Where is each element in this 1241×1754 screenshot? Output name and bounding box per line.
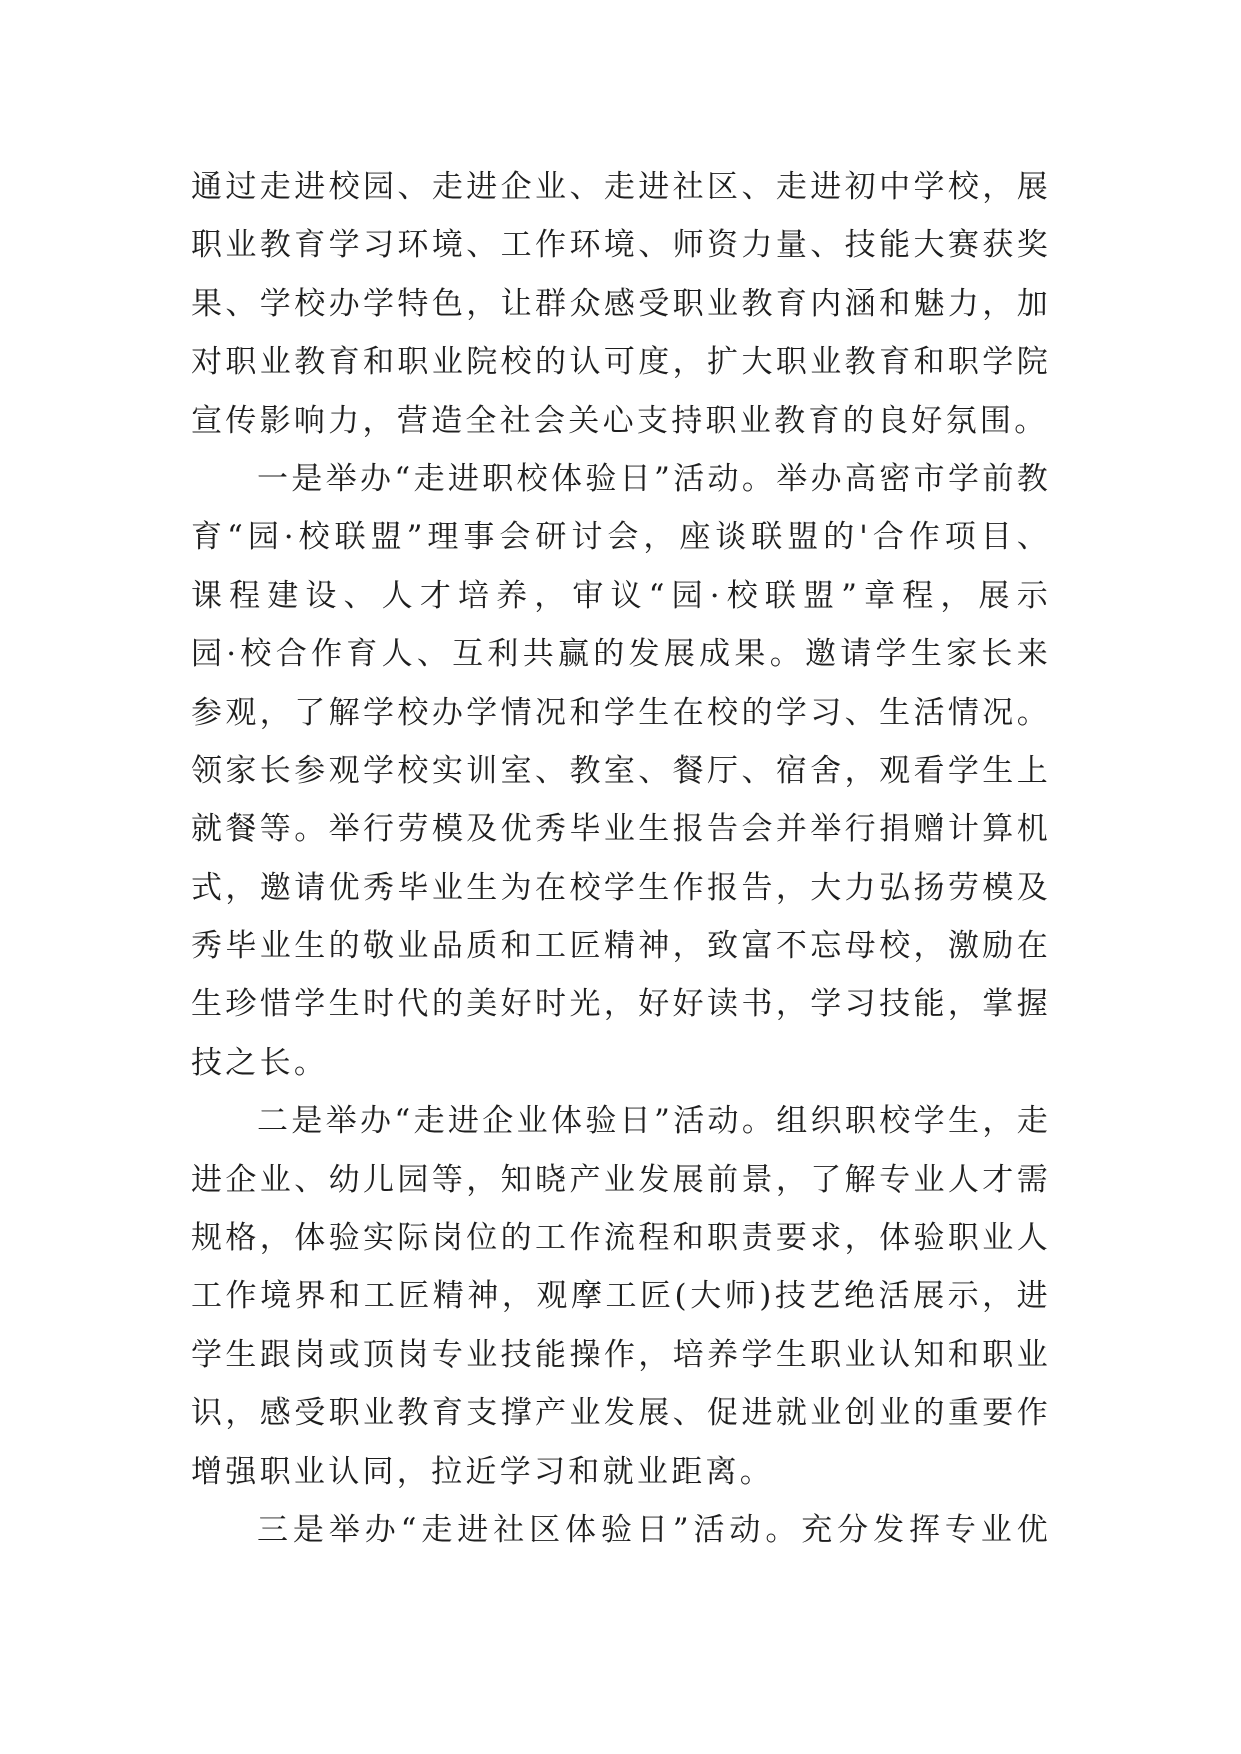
text-line: 参观，了解学校办学情况和学生在校的学习、生活情况。 bbox=[191, 694, 1051, 731]
text-line: 宣传影响力，营造全社会关心支持职业教育的良好氛围。 bbox=[191, 402, 1049, 439]
text-line: 式，邀请优秀毕业生为在校学生作报告，大力弘扬劳模及 bbox=[191, 869, 1051, 906]
text-line: 进企业、幼儿园等，知晓产业发展前景，了解专业人才需 bbox=[191, 1161, 1051, 1198]
text-line: 对职业教育和职业院校的认可度，扩大职业教育和职学院 bbox=[191, 344, 1051, 381]
text-line: 领家长参观学校实训室、教室、餐厅、宿舍，观看学生上 bbox=[191, 752, 1051, 789]
text-line: 增强职业认同，拉近学习和就业距离。 bbox=[191, 1453, 775, 1490]
text-line: 规格，体验实际岗位的工作流程和职责要求，体验职业人 bbox=[191, 1220, 1051, 1257]
text-line: 工作境界和工匠精神，观摩工匠(大师)技艺绝活展示，进 bbox=[191, 1278, 1051, 1315]
text-line: 秀毕业生的敬业品质和工匠精神，致富不忘母校，激励在 bbox=[191, 928, 1051, 965]
text-line: 就餐等。举行劳模及优秀毕业生报告会并举行捐赠计算机 bbox=[191, 811, 1051, 848]
text-line: 学生跟岗或顶岗专业技能操作，培养学生职业认知和职业 bbox=[191, 1336, 1051, 1373]
document-body bbox=[191, 158, 1051, 1559]
text-line: 果、学校办学特色，让群众感受职业教育内涵和魅力，加 bbox=[191, 285, 1051, 322]
text-line: 课程建设、人才培养，审议“园·校联盟”章程，展示 bbox=[191, 577, 1051, 614]
paragraph-first-line: 二是举办“走进企业体验日”活动。组织职校学生，走 bbox=[257, 1103, 1051, 1140]
text-line: 育“园·校联盟”理事会研讨会，座谈联盟的'合作项目、 bbox=[191, 519, 1051, 556]
text-line: 技之长。 bbox=[191, 1044, 329, 1081]
paragraph-first-line: 一是举办“走进职校体验日”活动。举办高密市学前教 bbox=[257, 460, 1051, 497]
text-line: 生珍惜学生时代的美好时光，好好读书，学习技能，掌握 bbox=[191, 986, 1051, 1023]
text-line: 园·校合作育人、互利共赢的发展成果。邀请学生家长来 bbox=[191, 636, 1051, 673]
text-line: 通过走进校园、走进企业、走进社区、走进初中学校，展 bbox=[191, 169, 1051, 205]
paragraph-first-line: 三是举办“走进社区体验日”活动。充分发挥专业优 bbox=[257, 1511, 1051, 1548]
text-line: 职业教育学习环境、工作环境、师资力量、技能大赛获奖 bbox=[191, 227, 1051, 264]
text-line: 识，感受职业教育支撑产业发展、促进就业创业的重要作 bbox=[191, 1395, 1051, 1432]
